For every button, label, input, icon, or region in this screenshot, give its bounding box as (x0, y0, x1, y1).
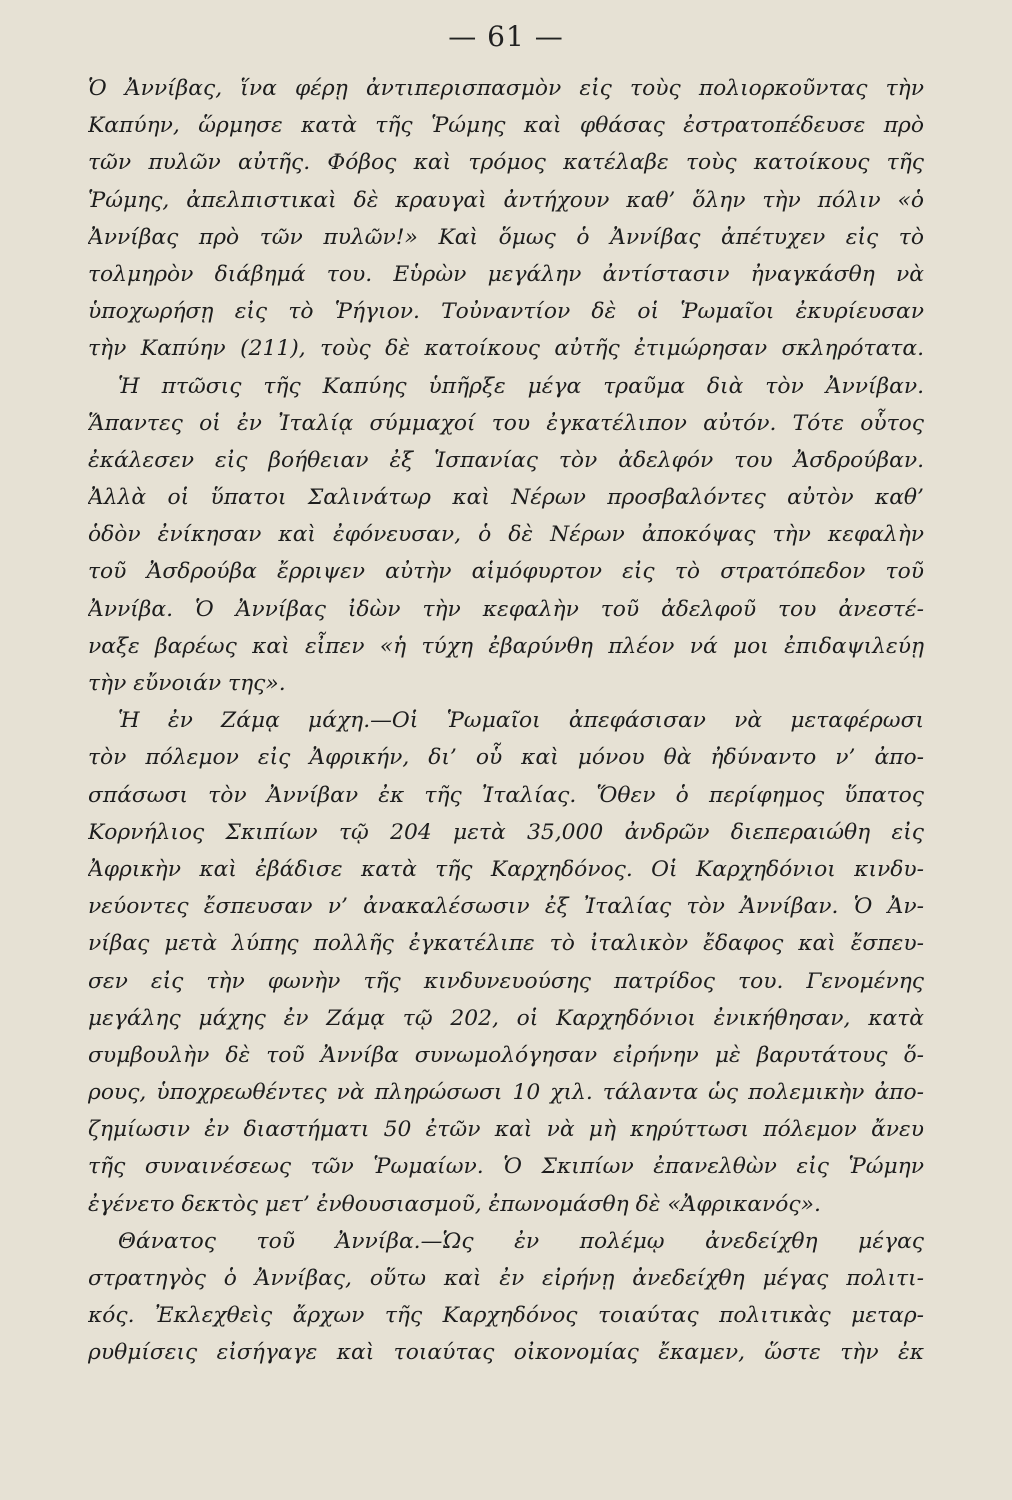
text-line: Ἡ πτῶσις τῆς Καπύης ὑπῆρξε μέγα τραῦμα διὰ τὸν Ἀννίβαν. (118, 373, 924, 399)
text-line: Ἀφρικὴν καὶ ἐβάδισε κατὰ τῆς Καρχηδόνος. Οἱ Καρχηδόνιοι κινδυ- (88, 856, 924, 882)
text-line: συμβουλὴν δὲ τοῦ Ἀννίβα συνωμολόγησαν εἰρήνην μὲ βαρυτάτους ὅ- (88, 1042, 924, 1068)
text-line: μεγάλης μάχης ἐν Ζάμᾳ τῷ 202, οἱ Καρχηδόνιοι ἐνικήθησαν, κατὰ (88, 1005, 924, 1031)
text-line: Ἀννίβας πρὸ τῶν πυλῶν!» Καὶ ὅμως ὁ Ἀννίβας ἀπέτυχεν εἰς τὸ (88, 224, 924, 250)
text-line: Ῥώμης, ἀπελπιστικαὶ δὲ κραυγαὶ ἀντήχουν καθ’ ὅλην τὴν πόλιν «ὁ (88, 187, 924, 213)
text-line: ζημίωσιν ἐν διαστήματι 50 ἐτῶν καὶ νὰ μὴ κηρύττωσι πόλεμον ἄνευ (88, 1117, 924, 1143)
text-line: Κορνήλιος Σκιπίων τῷ 204 μετὰ 35,000 ἀνδρῶν διεπεραιώθη εἰς (88, 819, 924, 845)
section-heading-line: Θάνατος τοῦ Ἀννίβα.—Ὡς ἐν πολέμῳ ἀνεδείχθη μέγας (118, 1228, 924, 1254)
text-line: Καπύην, ὥρμησε κατὰ τῆς Ῥώμης καὶ φθάσας ἐστρατοπέδευσε πρὸ (88, 113, 924, 139)
text-line: τῶν πυλῶν αὐτῆς. Φόβος καὶ τρόμος κατέλαβε τοὺς κατοίκους τῆς (88, 150, 924, 176)
text-line: νεύοντες ἔσπευσαν ν’ ἀνακαλέσωσιν ἐξ Ἰταλίας τὸν Ἀννίβαν. Ὁ Ἀν- (88, 894, 924, 920)
text-line: τὴν Καπύην (211), τοὺς δὲ κατοίκους αὐτῆς ἐτιμώρησαν σκληρότατα. (88, 336, 924, 362)
section-heading-line: Ἡ ἐν Ζάμᾳ μάχη.—Οἱ Ῥωμαῖοι ἀπεφάσισαν νὰ μεταφέρωσι (118, 708, 924, 734)
text-line: σεν εἰς τὴν φωνὴν τῆς κινδυνευούσης πατρίδος του. Γενομένης (88, 968, 924, 994)
text-line: Ἀννίβα. Ὁ Ἀννίβας ἰδὼν τὴν κεφαλὴν τοῦ ἀδελφοῦ του ἀνεστέ- (88, 596, 924, 622)
text-line: τὴν εὔνοιάν της». (88, 671, 286, 696)
text-line: τὸν πόλεμον εἰς Ἀφρικήν, δι’ οὗ καὶ μόνου θὰ ἠδύναντο ν’ ἀπο- (88, 745, 924, 771)
text-line: ρυθμίσεις εἰσήγαγε καὶ τοιαύτας οἰκονομίας ἔκαμεν, ὥστε τὴν ἐκ (88, 1340, 924, 1366)
text-line: ναξε βαρέως καὶ εἶπεν «ἡ τύχη ἐβαρύνθη πλέον νά μοι ἐπιδαψιλεύῃ (88, 633, 924, 659)
text-line: Ὁ Ἀννίβας, ἵνα φέρῃ ἀντιπερισπασμὸν εἰς τοὺς πολιορκοῦντας τὴν (88, 76, 924, 101)
text-line: Ἅπαντες οἱ ἐν Ἰταλίᾳ σύμμαχοί του ἐγκατέλιπον αὐτόν. Τότε οὗτος (88, 410, 924, 436)
text-line: ὑποχωρήσῃ εἰς τὸ Ῥήγιον. Τοὐναντίον δὲ οἱ Ῥωμαῖοι ἐκυρίευσαν (88, 299, 924, 325)
text-line: ὁδὸν ἐνίκησαν καὶ ἐφόνευσαν, ὁ δὲ Νέρων ἀποκόψας τὴν κεφαλὴν (88, 522, 924, 548)
text-line: σπάσωσι τὸν Ἀννίβαν ἐκ τῆς Ἰταλίας. Ὅθεν ὁ περίφημος ὕπατος (88, 782, 924, 808)
text-line: ἐγένετο δεκτὸς μετ’ ἐνθουσιασμοῦ, ἐπωνομάσθη δὲ «Ἀφρικανός». (88, 1191, 821, 1217)
text-line: τολμηρὸν διάβημά του. Εὑρὼν μεγάλην ἀντίστασιν ἠναγκάσθη νὰ (88, 261, 924, 287)
text-line: τῆς συναινέσεως τῶν Ῥωμαίων. Ὁ Σκιπίων ἐπανελθὼν εἰς Ῥώμην (88, 1154, 924, 1180)
text-line: κός. Ἐκλεχθεὶς ἄρχων τῆς Καρχηδόνος τοιαύτας πολιτικὰς μεταρ- (88, 1303, 924, 1329)
text-line: στρατηγὸς ὁ Ἀννίβας, οὕτω καὶ ἐν εἰρήνῃ ἀνεδείχθη μέγας πολιτι- (88, 1266, 924, 1291)
text-line: ἐκάλεσεν εἰς βοήθειαν ἐξ Ἱσπανίας τὸν ἀδελφόν του Ἀσδρούβαν. (88, 447, 924, 473)
text-line: Ἀλλὰ οἱ ὕπατοι Σαλινάτωρ καὶ Νέρων προσβαλόντες αὐτὸν καθ’ (88, 485, 924, 511)
text-line: νίβας μετὰ λύπης πολλῆς ἐγκατέλιπε τὸ ἰταλικὸν ἔδαφος καὶ ἔσπευ- (88, 931, 924, 957)
text-line: τοῦ Ἀσδρούβα ἔρριψεν αὐτὴν αἱμόφυρτον εἰς τὸ στρατόπεδον τοῦ (88, 559, 924, 585)
body-text (88, 70, 924, 1372)
text-line: ρους, ὑποχρεωθέντες νὰ πληρώσωσι 10 χιλ. τάλαντα ὡς πολεμικὴν ἀπο- (88, 1080, 924, 1106)
page-number: — 61 — (448, 20, 564, 53)
